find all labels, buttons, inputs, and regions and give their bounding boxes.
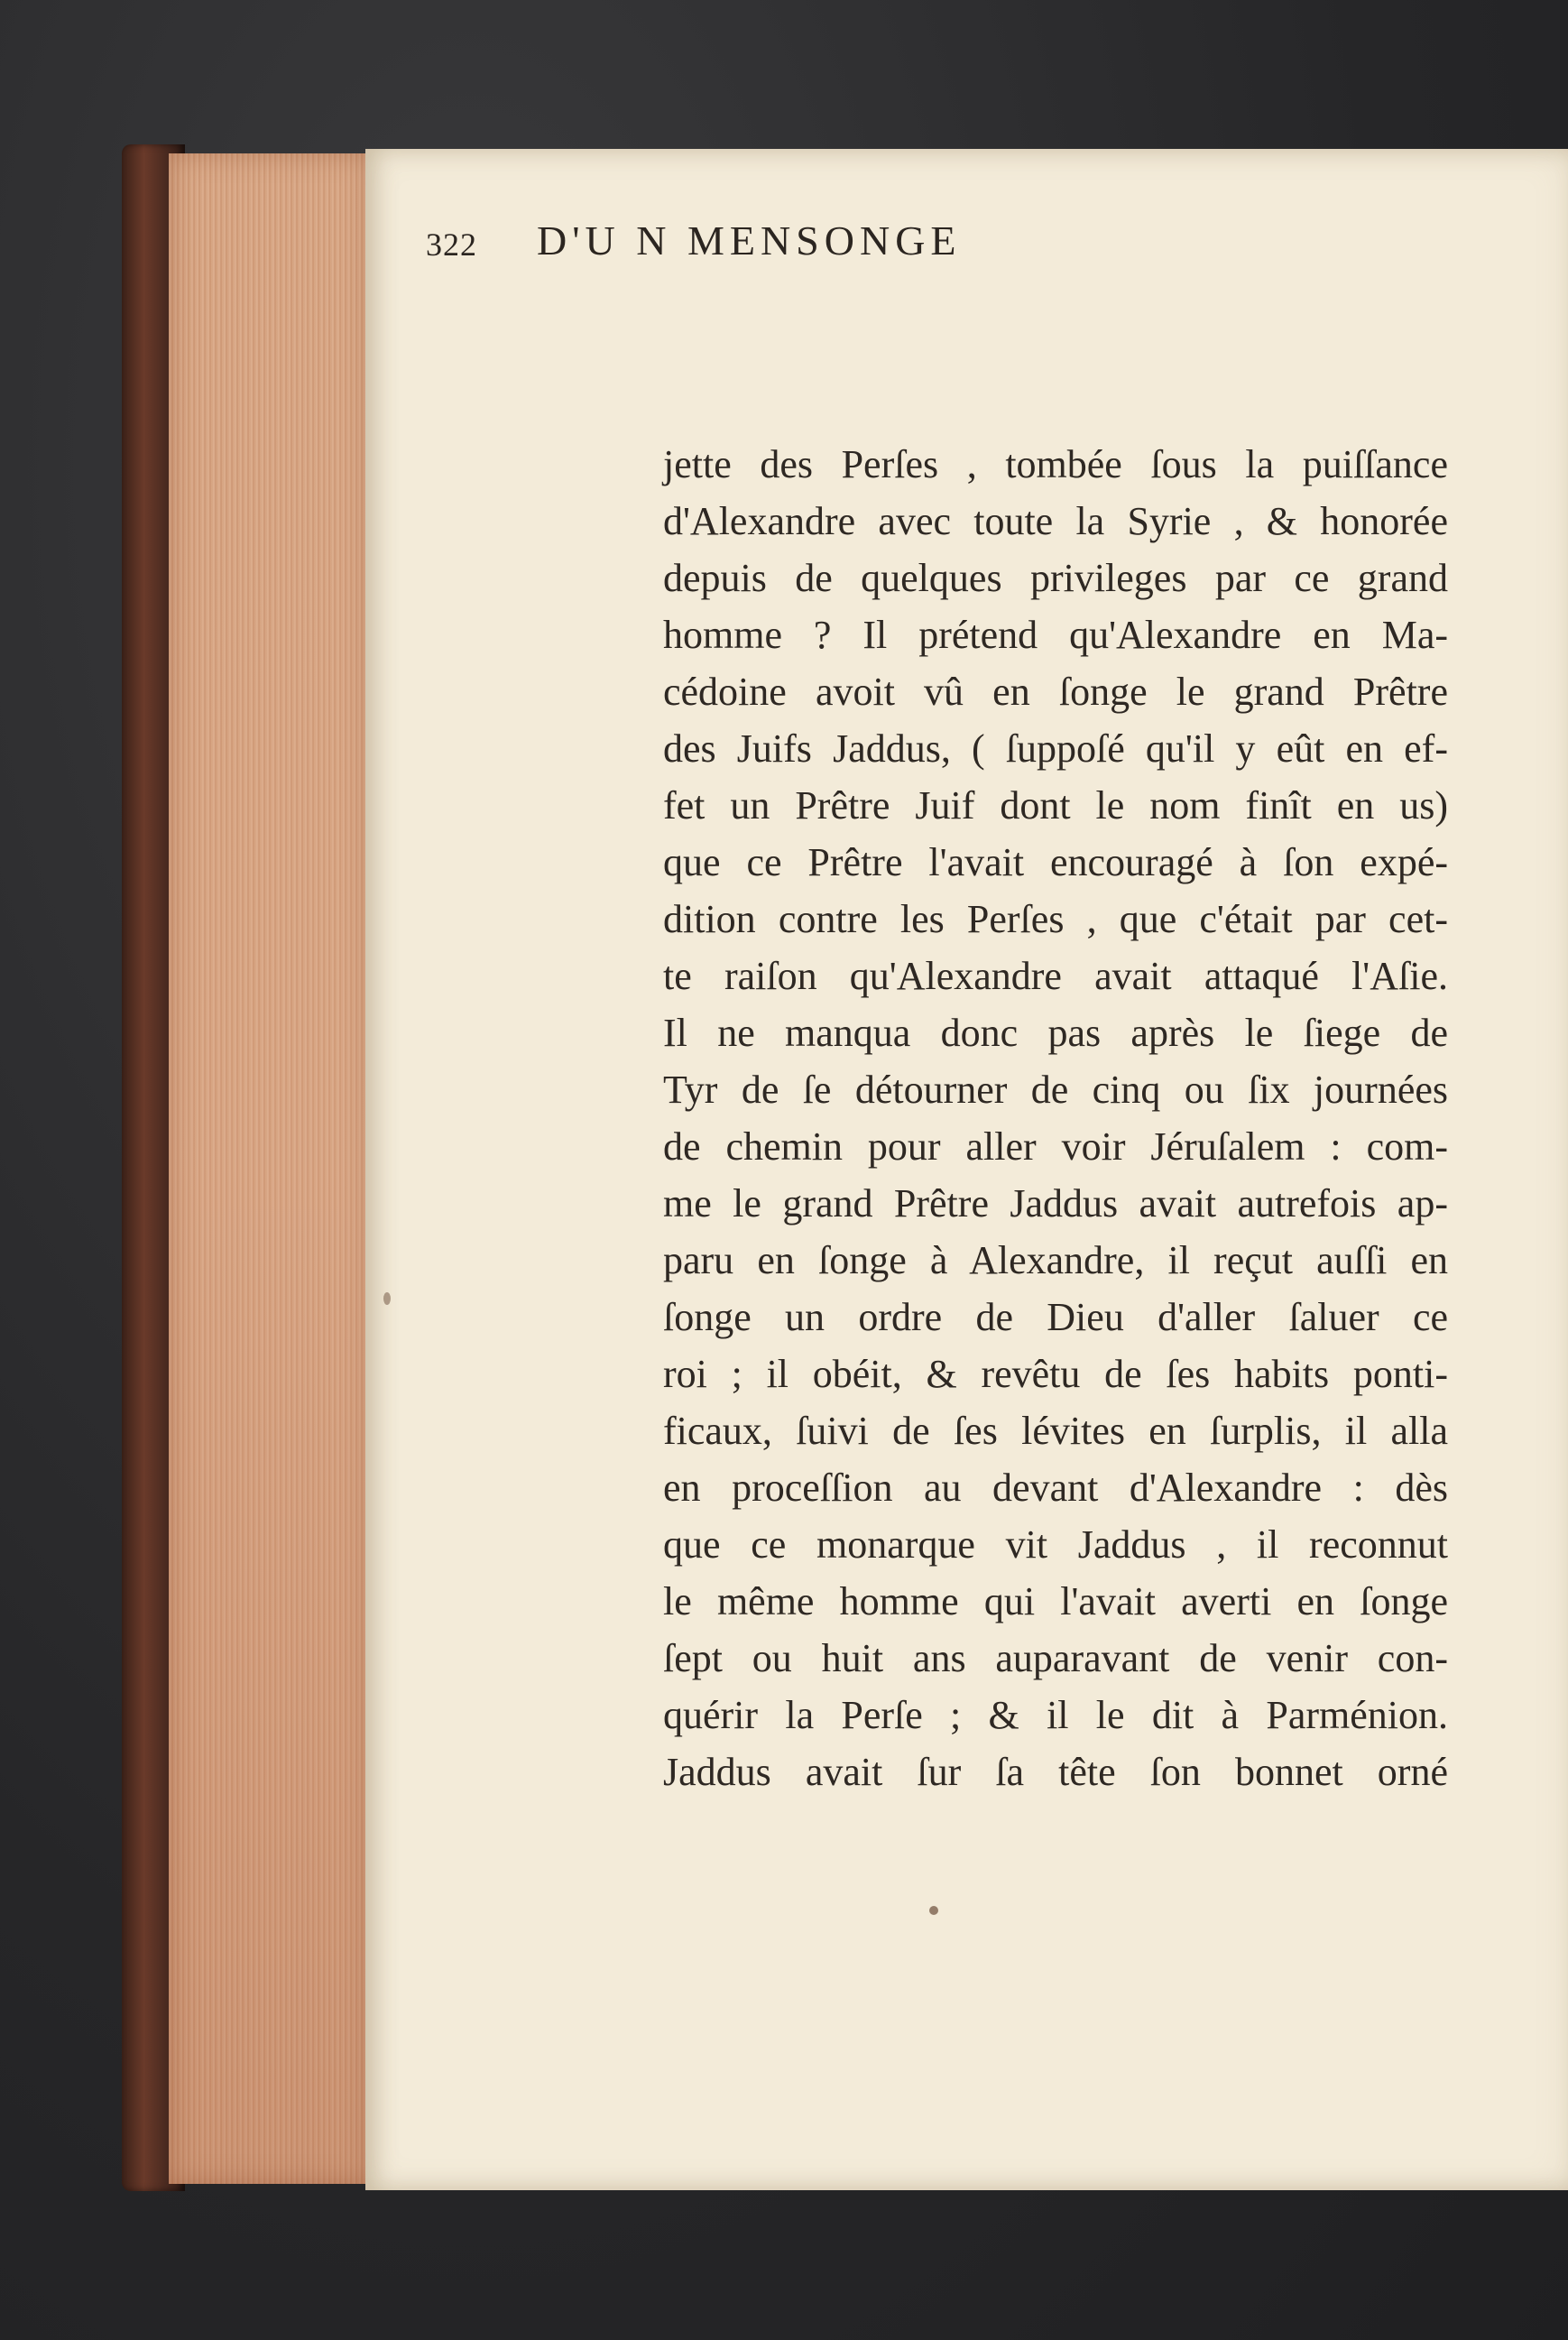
text-line: que ce monarque vit Jaddus , il reconnut <box>663 1522 1448 1567</box>
text-line: depuis de quelques privileges par ce grand <box>663 556 1448 600</box>
text-line: fet un Prêtre Juif dont le nom finît en us) <box>663 783 1448 828</box>
text-line: des Juifs Jaddus, ( ſuppoſé qu'il y eût en ef- <box>663 726 1448 771</box>
text-line: ſonge un ordre de Dieu d'aller ſaluer ce <box>663 1295 1448 1339</box>
text-line: de chemin pour aller voir Jéruſalem : com- <box>663 1124 1448 1169</box>
running-title: D'U N MENSONGE <box>537 217 962 264</box>
page-header <box>426 217 1454 289</box>
text-line: Il ne manqua donc pas après le ſiege de <box>663 1011 1448 1055</box>
ink-mark <box>383 1292 391 1305</box>
text-line: en proceſſion au devant d'Alexandre : dès <box>663 1466 1448 1510</box>
text-line: dition contre les Perſes , que c'était par cet- <box>663 897 1448 941</box>
text-line: roi ; il obéit, & revêtu de ſes habits ponti- <box>663 1352 1448 1396</box>
text-line: Jaddus avait ſur ſa tête ſon bonnet orné <box>663 1750 1448 1794</box>
text-line: quérir la Perſe ; & il le dit à Parménion. <box>663 1693 1448 1737</box>
page-edges <box>169 153 372 2184</box>
text-line: te raiſon qu'Alexandre avait attaqué l'Aſie. <box>663 954 1448 998</box>
text-line: jette des Perſes , tombée ſous la puiſſance <box>663 442 1448 486</box>
ink-spot <box>929 1906 938 1915</box>
text-line: que ce Prêtre l'avait encouragé à ſon expé- <box>663 840 1448 884</box>
text-line: ficaux, ſuivi de ſes lévites en ſurplis, il alla <box>663 1409 1448 1453</box>
text-line: cédoine avoit vû en ſonge le grand Prêtre <box>663 670 1448 714</box>
text-line: le même homme qui l'avait averti en ſonge <box>663 1579 1448 1623</box>
text-line: Tyr de ſe détourner de cinq ou ſix journées <box>663 1068 1448 1112</box>
body-text <box>663 436 1448 1800</box>
text-line: ſept ou huit ans auparavant de venir con- <box>663 1636 1448 1680</box>
text-line: me le grand Prêtre Jaddus avait autrefois ap- <box>663 1181 1448 1225</box>
text-line: paru en ſonge à Alexandre, il reçut auſſi en <box>663 1238 1448 1282</box>
text-line: d'Alexandre avec toute la Syrie , & honorée <box>663 499 1448 543</box>
text-line: homme ? Il prétend qu'Alexandre en Ma- <box>663 613 1448 657</box>
page-number: 322 <box>426 227 477 263</box>
